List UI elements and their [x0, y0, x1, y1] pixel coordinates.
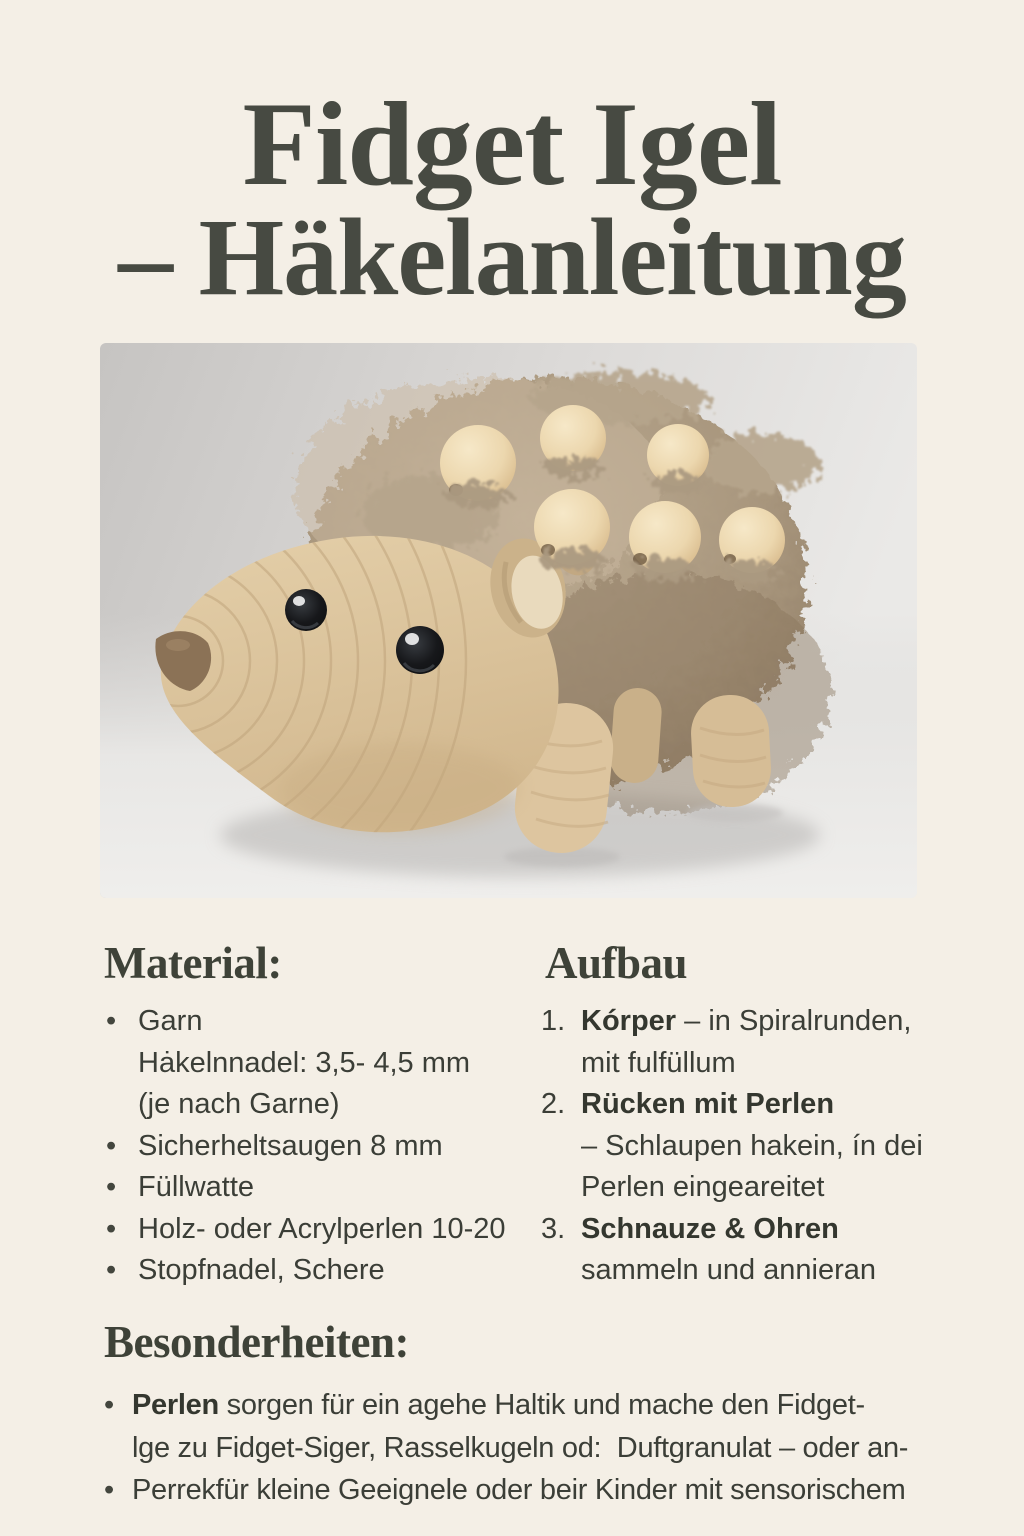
- material-heading: Material:: [104, 938, 282, 988]
- list-item: 3. Schnauze & Ohren sammeln und annieran: [541, 1209, 1001, 1292]
- list-item: • Holz- oder Acrylperlen 10-20: [104, 1209, 544, 1251]
- step-number: 1.: [541, 1005, 566, 1037]
- list-item: 2. Rücken mit Perlen – Schlaupen hakein, ín dei Perlen eingeareitet: [541, 1084, 1001, 1209]
- besonderheiten-list: [104, 1384, 1004, 1512]
- front-leg-back: [609, 686, 664, 784]
- material-list: [104, 1001, 544, 1292]
- step-number: 3.: [541, 1212, 566, 1245]
- aufbau-heading: Aufbau: [545, 938, 688, 988]
- list-item: • Perlen sorgen für ein agehe Haltik und mache den Fidget- lge zu Fidget-Siger, Rasselkugeln od: Duftgranulat – oder an-: [104, 1384, 1004, 1469]
- page-subtitle: – Häkelanleitung: [118, 196, 906, 318]
- aufbau-list: [541, 1001, 1001, 1292]
- list-item: • Perrekfür kleine Geeignele oder beir Kinder mit sensorischem: [104, 1469, 1004, 1512]
- step-number: 2.: [541, 1088, 566, 1120]
- hedgehog-illustration: [100, 343, 917, 898]
- list-item: 1. Kórper – in Spiralrunden, mit fulfüllum: [541, 1001, 1001, 1084]
- hedgehog-photo: [100, 343, 917, 898]
- page-title: Fidget Igel: [242, 77, 782, 210]
- list-item: • Stopfnadel, Schere: [104, 1250, 544, 1292]
- list-item: • Garn Hȧkelnnadel: 3,5- 4,5 mm (je nach Garne): [104, 1001, 544, 1126]
- hind-leg: [689, 693, 773, 809]
- list-item: • Füllwatte: [104, 1167, 544, 1209]
- besonderheiten-heading: Besonderheiten:: [104, 1317, 409, 1367]
- list-item: • Sicherheltsaugen 8 mm: [104, 1126, 544, 1168]
